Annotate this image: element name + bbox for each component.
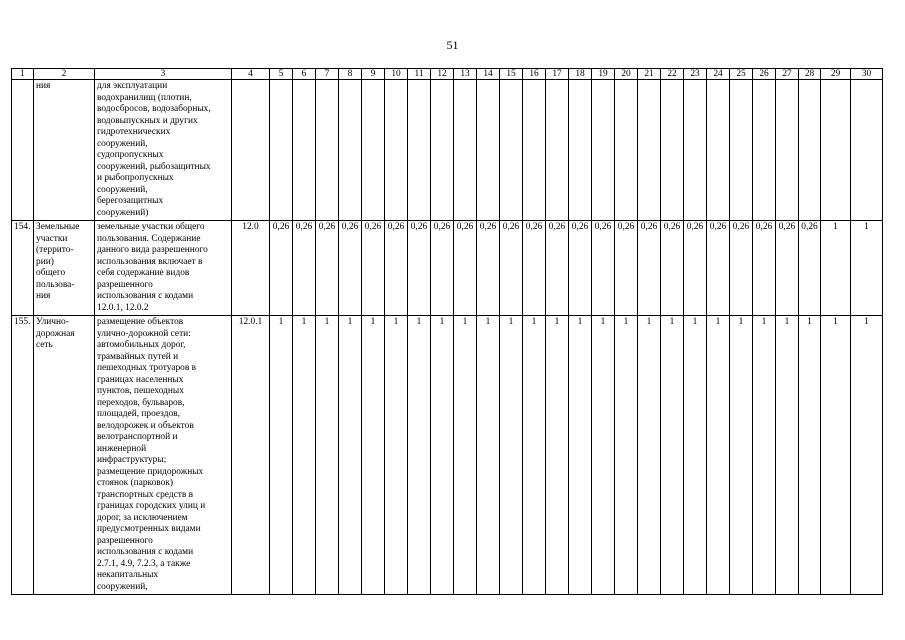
coefficient-cell: 0,26 — [316, 221, 339, 316]
coefficient-cell: 0,26 — [707, 221, 730, 316]
land-use-name: Улично- дорожная сеть — [34, 316, 95, 595]
coefficient-cell — [293, 80, 316, 221]
row-number — [12, 80, 34, 221]
column-number-header: 3 — [95, 69, 232, 80]
coefficient-cell — [500, 80, 523, 221]
coefficient-cell: 0,26 — [523, 221, 546, 316]
coefficient-cell: 1 — [431, 316, 454, 595]
land-use-description: размещение объектов улично-дорожной сети: автомобильных дорог, трамвайных путей и пешеходных тротуаров в границах населенных пунктов, пешеходных переходов, бульваров, площадей, проездов, велодорожек и объектов велотранспортной и инженерной инфраструктуры; размещение придорожных стоянок (парковок) транспортных средств в границах городских улиц и дорог, за исключением предусмотренных видами разрешенного использования с кодами 2.7.1, 4.9, 7.2.3, а также некапитальных сооружений, — [95, 316, 232, 595]
column-number-header: 10 — [385, 69, 408, 80]
coefficient-cell — [821, 80, 851, 221]
table-row — [12, 316, 883, 595]
coefficient-cell — [339, 80, 362, 221]
coefficient-cell: 1 — [408, 316, 431, 595]
coefficient-cell: 0,26 — [684, 221, 707, 316]
coefficient-cell — [362, 80, 385, 221]
coefficient-cell — [753, 80, 776, 221]
coefficient-cell: 1 — [638, 316, 661, 595]
column-number-header: 19 — [592, 69, 615, 80]
coefficient-cell: 1 — [500, 316, 523, 595]
column-number-header: 9 — [362, 69, 385, 80]
coefficient-cell: 1 — [270, 316, 293, 595]
table-header-row — [12, 69, 883, 80]
coefficient-cell: 1 — [523, 316, 546, 595]
coefficient-cell: 0,26 — [776, 221, 799, 316]
coefficient-cell: 1 — [362, 316, 385, 595]
coefficient-cell: 1 — [799, 316, 821, 595]
coefficient-cell: 0,26 — [293, 221, 316, 316]
coefficient-cell: 1 — [316, 316, 339, 595]
page-number: 51 — [446, 38, 459, 52]
coefficient-cell: 0,26 — [638, 221, 661, 316]
land-use-description: земельные участки общего пользования. Содержание данного вида разрешенного использования включает в себя содержание видов разрешенного использования с кодами 12.0.1, 12.0.2 — [95, 221, 232, 316]
column-number-header: 4 — [232, 69, 270, 80]
coefficient-cell — [477, 80, 500, 221]
land-use-name: Земельные участки (террито- рии) общего пользова- ния — [34, 221, 95, 316]
coefficient-cell: 1 — [821, 221, 851, 316]
coefficient-cell — [661, 80, 684, 221]
coefficient-cell — [638, 80, 661, 221]
coefficient-cell: 0,26 — [454, 221, 477, 316]
coefficient-cell: 0,26 — [661, 221, 684, 316]
coefficient-cell — [385, 80, 408, 221]
coefficient-cell: 0,26 — [615, 221, 638, 316]
coefficient-cell: 1 — [661, 316, 684, 595]
column-number-header: 27 — [776, 69, 799, 80]
coefficient-cell: 0,26 — [569, 221, 592, 316]
column-number-header: 7 — [316, 69, 339, 80]
coefficient-cell: 0,26 — [408, 221, 431, 316]
column-number-header: 17 — [546, 69, 569, 80]
table-row — [12, 221, 883, 316]
row-number: 154. — [12, 221, 34, 316]
column-number-header: 23 — [684, 69, 707, 80]
column-number-header: 12 — [431, 69, 454, 80]
coefficient-cell: 0,26 — [546, 221, 569, 316]
coefficient-cell: 1 — [339, 316, 362, 595]
column-number-header: 26 — [753, 69, 776, 80]
coefficient-cell — [615, 80, 638, 221]
column-number-header: 2 — [34, 69, 95, 80]
coefficient-cell: 1 — [753, 316, 776, 595]
coefficient-cell: 0,26 — [799, 221, 821, 316]
column-number-header: 24 — [707, 69, 730, 80]
coefficient-cell — [851, 80, 883, 221]
coefficient-cell: 1 — [477, 316, 500, 595]
coefficient-cell — [799, 80, 821, 221]
land-use-code — [232, 80, 270, 221]
land-use-table — [11, 68, 883, 595]
coefficient-cell: 0,26 — [339, 221, 362, 316]
column-number-header: 14 — [477, 69, 500, 80]
coefficient-cell: 1 — [821, 316, 851, 595]
coefficient-cell — [592, 80, 615, 221]
coefficient-cell: 1 — [569, 316, 592, 595]
coefficient-cell: 0,26 — [753, 221, 776, 316]
column-number-header: 21 — [638, 69, 661, 80]
coefficient-cell: 1 — [293, 316, 316, 595]
row-number: 155. — [12, 316, 34, 595]
coefficient-cell — [431, 80, 454, 221]
coefficient-cell: 1 — [707, 316, 730, 595]
land-use-code: 12.0 — [232, 221, 270, 316]
column-number-header: 25 — [730, 69, 753, 80]
coefficient-cell — [316, 80, 339, 221]
column-number-header: 20 — [615, 69, 638, 80]
coefficient-cell — [569, 80, 592, 221]
column-number-header: 15 — [500, 69, 523, 80]
coefficient-cell: 0,26 — [592, 221, 615, 316]
coefficient-cell — [523, 80, 546, 221]
coefficient-cell — [684, 80, 707, 221]
coefficient-cell — [270, 80, 293, 221]
coefficient-cell: 0,26 — [431, 221, 454, 316]
coefficient-cell — [454, 80, 477, 221]
column-number-header: 6 — [293, 69, 316, 80]
coefficient-cell: 1 — [776, 316, 799, 595]
coefficient-cell: 0,26 — [730, 221, 753, 316]
column-number-header: 22 — [661, 69, 684, 80]
coefficient-cell — [730, 80, 753, 221]
coefficient-cell: 0,26 — [270, 221, 293, 316]
column-number-header: 8 — [339, 69, 362, 80]
land-use-name: ния — [34, 80, 95, 221]
coefficient-cell: 1 — [454, 316, 477, 595]
coefficient-cell: 1 — [592, 316, 615, 595]
column-number-header: 30 — [851, 69, 883, 80]
coefficient-cell — [546, 80, 569, 221]
coefficient-cell — [408, 80, 431, 221]
coefficient-cell — [776, 80, 799, 221]
column-number-header: 1 — [12, 69, 34, 80]
column-number-header: 11 — [408, 69, 431, 80]
coefficient-cell — [707, 80, 730, 221]
coefficient-cell: 1 — [615, 316, 638, 595]
coefficient-cell: 0,26 — [385, 221, 408, 316]
column-number-header: 13 — [454, 69, 477, 80]
coefficient-cell: 1 — [730, 316, 753, 595]
coefficient-cell: 1 — [851, 221, 883, 316]
land-use-code: 12.0.1 — [232, 316, 270, 595]
column-number-header: 5 — [270, 69, 293, 80]
coefficient-cell: 0,26 — [362, 221, 385, 316]
coefficient-cell: 0,26 — [500, 221, 523, 316]
coefficient-cell: 1 — [546, 316, 569, 595]
table-row — [12, 80, 883, 221]
column-number-header: 28 — [799, 69, 821, 80]
coefficient-cell: 1 — [385, 316, 408, 595]
coefficient-cell: 1 — [684, 316, 707, 595]
coefficient-cell: 0,26 — [477, 221, 500, 316]
column-number-header: 16 — [523, 69, 546, 80]
land-use-description: для эксплуатации водохранилищ (плотин, водосбросов, водозаборных, водовыпускных и других гидротехнических сооружений, судопропускных сооружений, рыбозащитных и рыбопропускных сооружений, берегозащитных сооружений) — [95, 80, 232, 221]
column-number-header: 18 — [569, 69, 592, 80]
coefficient-cell: 1 — [851, 316, 883, 595]
column-number-header: 29 — [821, 69, 851, 80]
